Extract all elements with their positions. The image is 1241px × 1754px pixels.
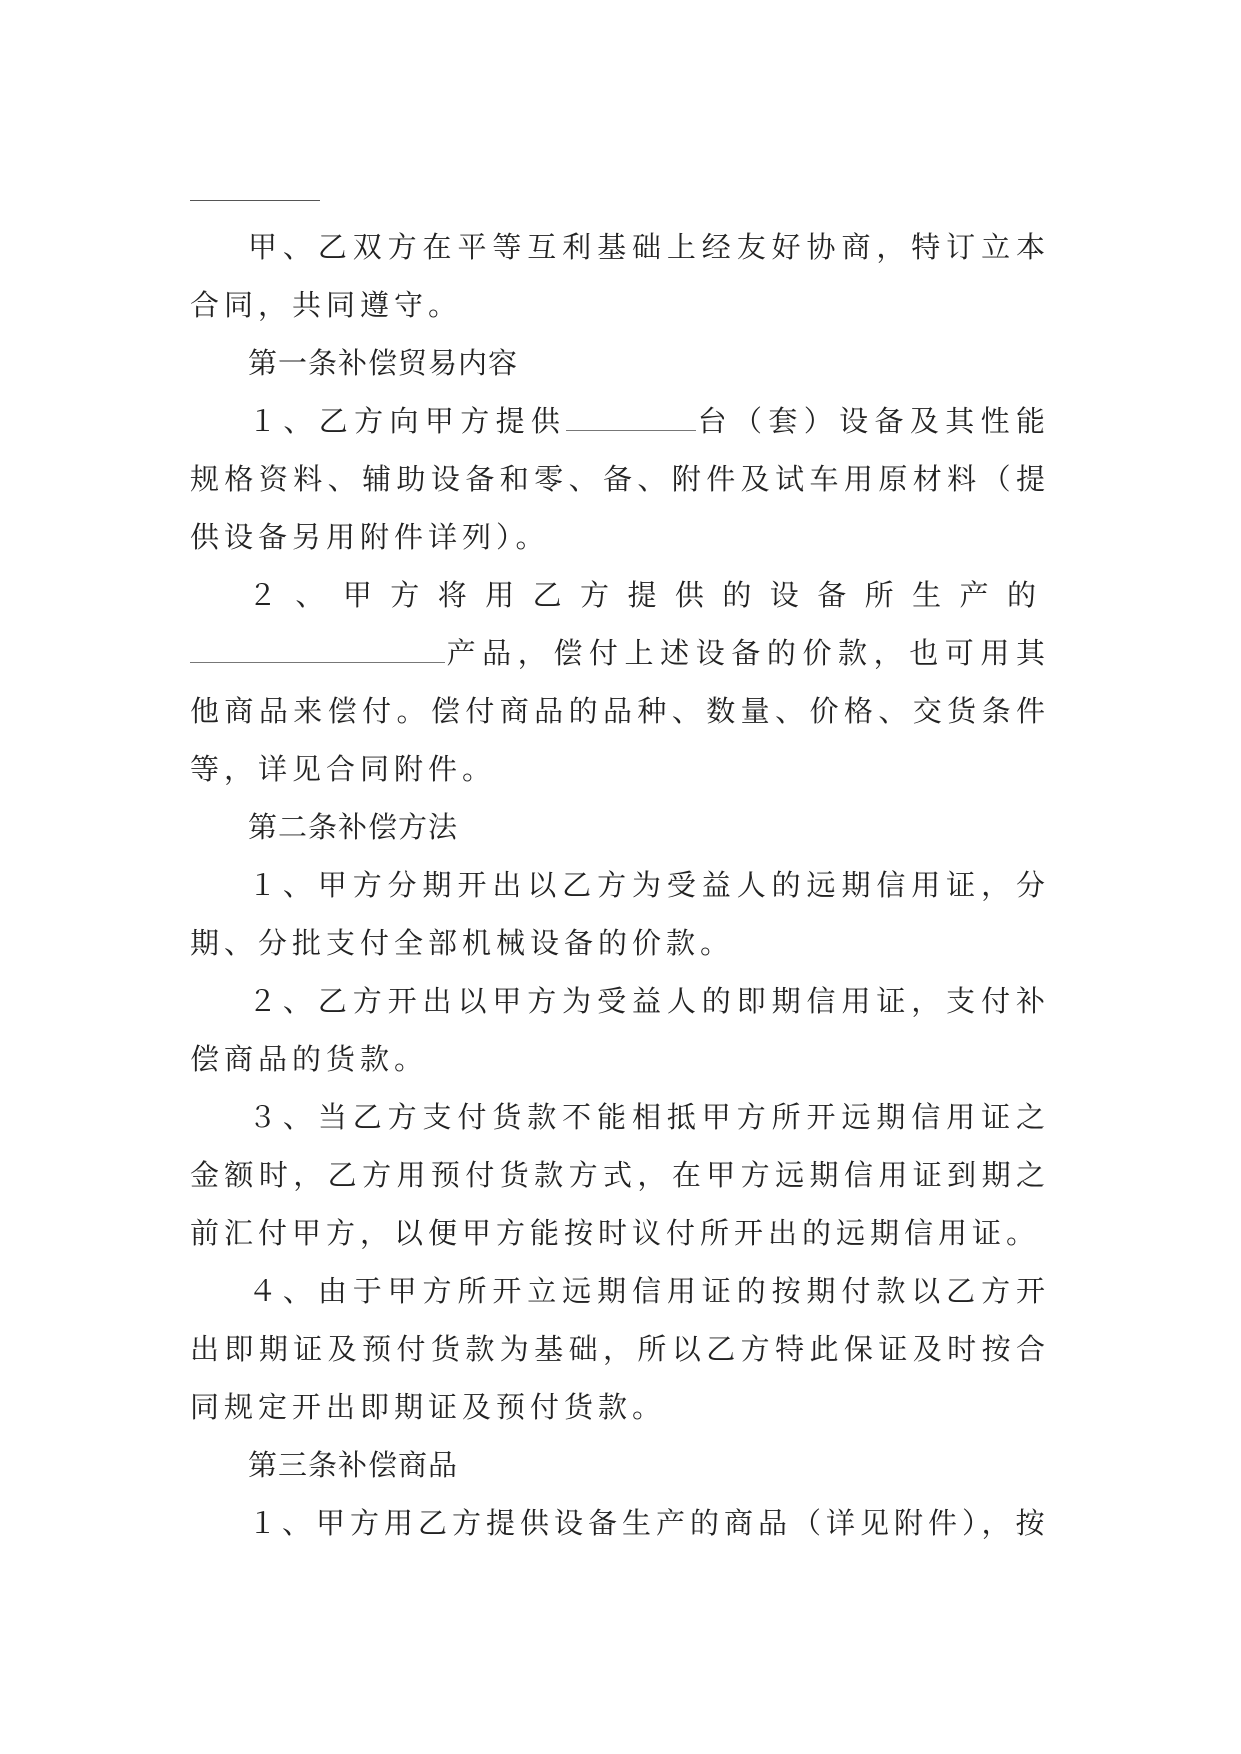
article-3-heading: 第三条补偿商品: [248, 1448, 459, 1482]
article-1-item-2-first-line: ２、甲方将用乙方提供的设备所生产的: [248, 578, 1050, 612]
article-1-item-2: [190, 624, 1050, 798]
article-1-item-1-text-after: 台（套）设备及其性能规格资料、辅助设备和零、备、附件及试车用原材料（提供设备另用附件详列）。: [190, 404, 1050, 554]
intro-paragraph: 甲、乙双方在平等互利基础上经友好协商，特订立本合同，共同遵守。: [190, 230, 1050, 322]
article-3-item-1: １、甲方用乙方提供设备生产的商品（详见附件），按: [248, 1506, 1050, 1540]
top-blank-line: [190, 200, 320, 201]
contract-body: [190, 218, 1050, 1552]
article-2-item-3: ３、当乙方支付货款不能相抵甲方所开远期信用证之金额时，乙方用预付货款方式，在甲方远期信用证到期之前汇付甲方，以便甲方能按时议付所开出的远期信用证。: [190, 1100, 1050, 1250]
article-1-heading: 第一条补偿贸易内容: [248, 346, 519, 380]
fill-in-blank-product: [190, 640, 445, 663]
article-1-item-1: [190, 392, 1050, 566]
fill-in-blank-quantity: [566, 408, 696, 431]
article-1-item-1-text-before: １、乙方向甲方提供: [248, 404, 567, 438]
article-1-item-2-text-after: 产品，偿付上述设备的价款，也可用其他商品来偿付。偿付商品的品种、数量、价格、交货条件等，详见合同附件。: [190, 636, 1050, 786]
article-2-item-4: ４、由于甲方所开立远期信用证的按期付款以乙方开出即期证及预付货款为基础，所以乙方特此保证及时按合同规定开出即期证及预付货款。: [190, 1274, 1050, 1424]
article-2-heading: 第二条补偿方法: [248, 810, 459, 844]
article-2-item-1: １、甲方分期开出以乙方为受益人的远期信用证，分期、分批支付全部机械设备的价款。: [190, 868, 1050, 960]
article-2-item-2: ２、乙方开出以甲方为受益人的即期信用证，支付补偿商品的货款。: [190, 984, 1050, 1076]
